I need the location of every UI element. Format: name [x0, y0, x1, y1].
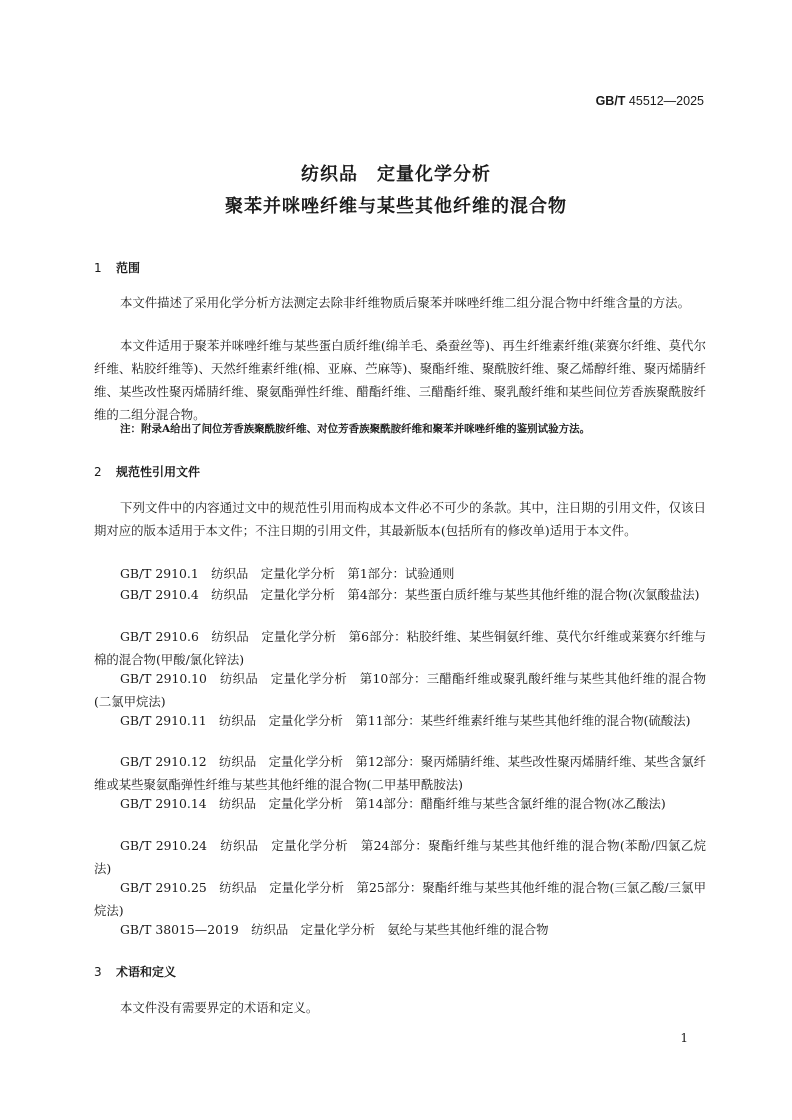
reference-item: GB/T 2910.25 纺织品 定量化学分析 第25部分：聚酯纤维与某些其他纤维的混合物(三氯乙酸/三氯甲烷法) — [94, 880, 706, 918]
reference-item: GB/T 2910.14 纺织品 定量化学分析 第14部分：醋酯纤维与某些含氯纤维的混合物(冰乙酸法) — [120, 796, 666, 811]
reference-item: GB/T 2910.4 纺织品 定量化学分析 第4部分：某些蛋白质纤维与某些其他纤维的混合物(次氯酸盐法) — [120, 587, 700, 602]
reference-item: GB/T 38015—2019 纺织品 定量化学分析 氨纶与某些其他纤维的混合物 — [120, 922, 549, 937]
reference-item: GB/T 2910.6 纺织品 定量化学分析 第6部分：粘胶纤维、某些铜氨纤维、莫代尔纤维或莱赛尔纤维与棉的混合物(甲酸/氯化锌法) — [94, 629, 706, 667]
section-heading-terms-definitions: 3 术语和定义 — [94, 965, 177, 979]
page-number: 1 — [680, 1031, 688, 1045]
document-title-line2: 聚苯并咪唑纤维与某些其他纤维的混合物 — [225, 196, 567, 217]
reference-item: GB/T 2910.11 纺织品 定量化学分析 第11部分：某些纤维素纤维与某些其他纤维的混合物(硫酸法) — [120, 713, 691, 728]
terms-paragraph: 本文件没有需要界定的术语和定义。 — [120, 1000, 319, 1015]
scope-paragraph-2: 本文件适用于聚苯并咪唑纤维与某些蛋白质纤维(绵羊毛、桑蚕丝等)、再生纤维素纤维(莱赛尔纤维、莫代尔纤维、粘胶纤维等)、天然纤维素纤维(棉、亚麻、苎麻等)、聚酯纤维、聚酰胺纤维、聚乙烯醇纤维、聚丙烯腈纤维、某些改性聚丙烯腈纤维、聚氨酯弹性纤维、醋酯纤维、三醋酯纤维、聚乳酸纤维和某些间位芳香族聚酰胺纤维的二组分混合物。 — [94, 338, 706, 422]
reference-item: GB/T 2910.10 纺织品 定量化学分析 第10部分：三醋酯纤维或聚乳酸纤维与某些其他纤维的混合物(二氯甲烷法) — [94, 671, 706, 709]
document-title-line1: 纺织品 定量化学分析 — [301, 164, 491, 185]
scope-note: 注：附录A给出了间位芳香族聚酰胺纤维、对位芳香族聚酰胺纤维和聚苯并咪唑纤维的鉴别试验方法。 — [120, 423, 591, 435]
section-heading-normative-references: 2 规范性引用文件 — [94, 465, 201, 479]
references-intro-paragraph: 下列文件中的内容通过文中的规范性引用而构成本文件必不可少的条款。其中，注日期的引用文件，仅该日期对应的版本适用于本文件；不注日期的引用文件，其最新版本(包括所有的修改单)适用于本文件。 — [94, 500, 706, 538]
section-heading-scope: 1 范围 — [94, 261, 141, 275]
scope-paragraph-1: 本文件描述了采用化学分析方法测定去除非纤维物质后聚苯并咪唑纤维二组分混合物中纤维含量的方法。 — [120, 295, 690, 310]
reference-item: GB/T 2910.12 纺织品 定量化学分析 第12部分：聚丙烯腈纤维、某些改性聚丙烯腈纤维、某些含氯纤维或某些聚氨酯弹性纤维与某些其他纤维的混合物(二甲基甲酰胺法) — [94, 754, 706, 792]
standard-number: GB/T 45512—2025 — [595, 94, 704, 108]
reference-item: GB/T 2910.24 纺织品 定量化学分析 第24部分：聚酯纤维与某些其他纤维的混合物(苯酚/四氯乙烷法) — [94, 838, 706, 876]
reference-item: GB/T 2910.1 纺织品 定量化学分析 第1部分：试验通则 — [120, 566, 455, 581]
